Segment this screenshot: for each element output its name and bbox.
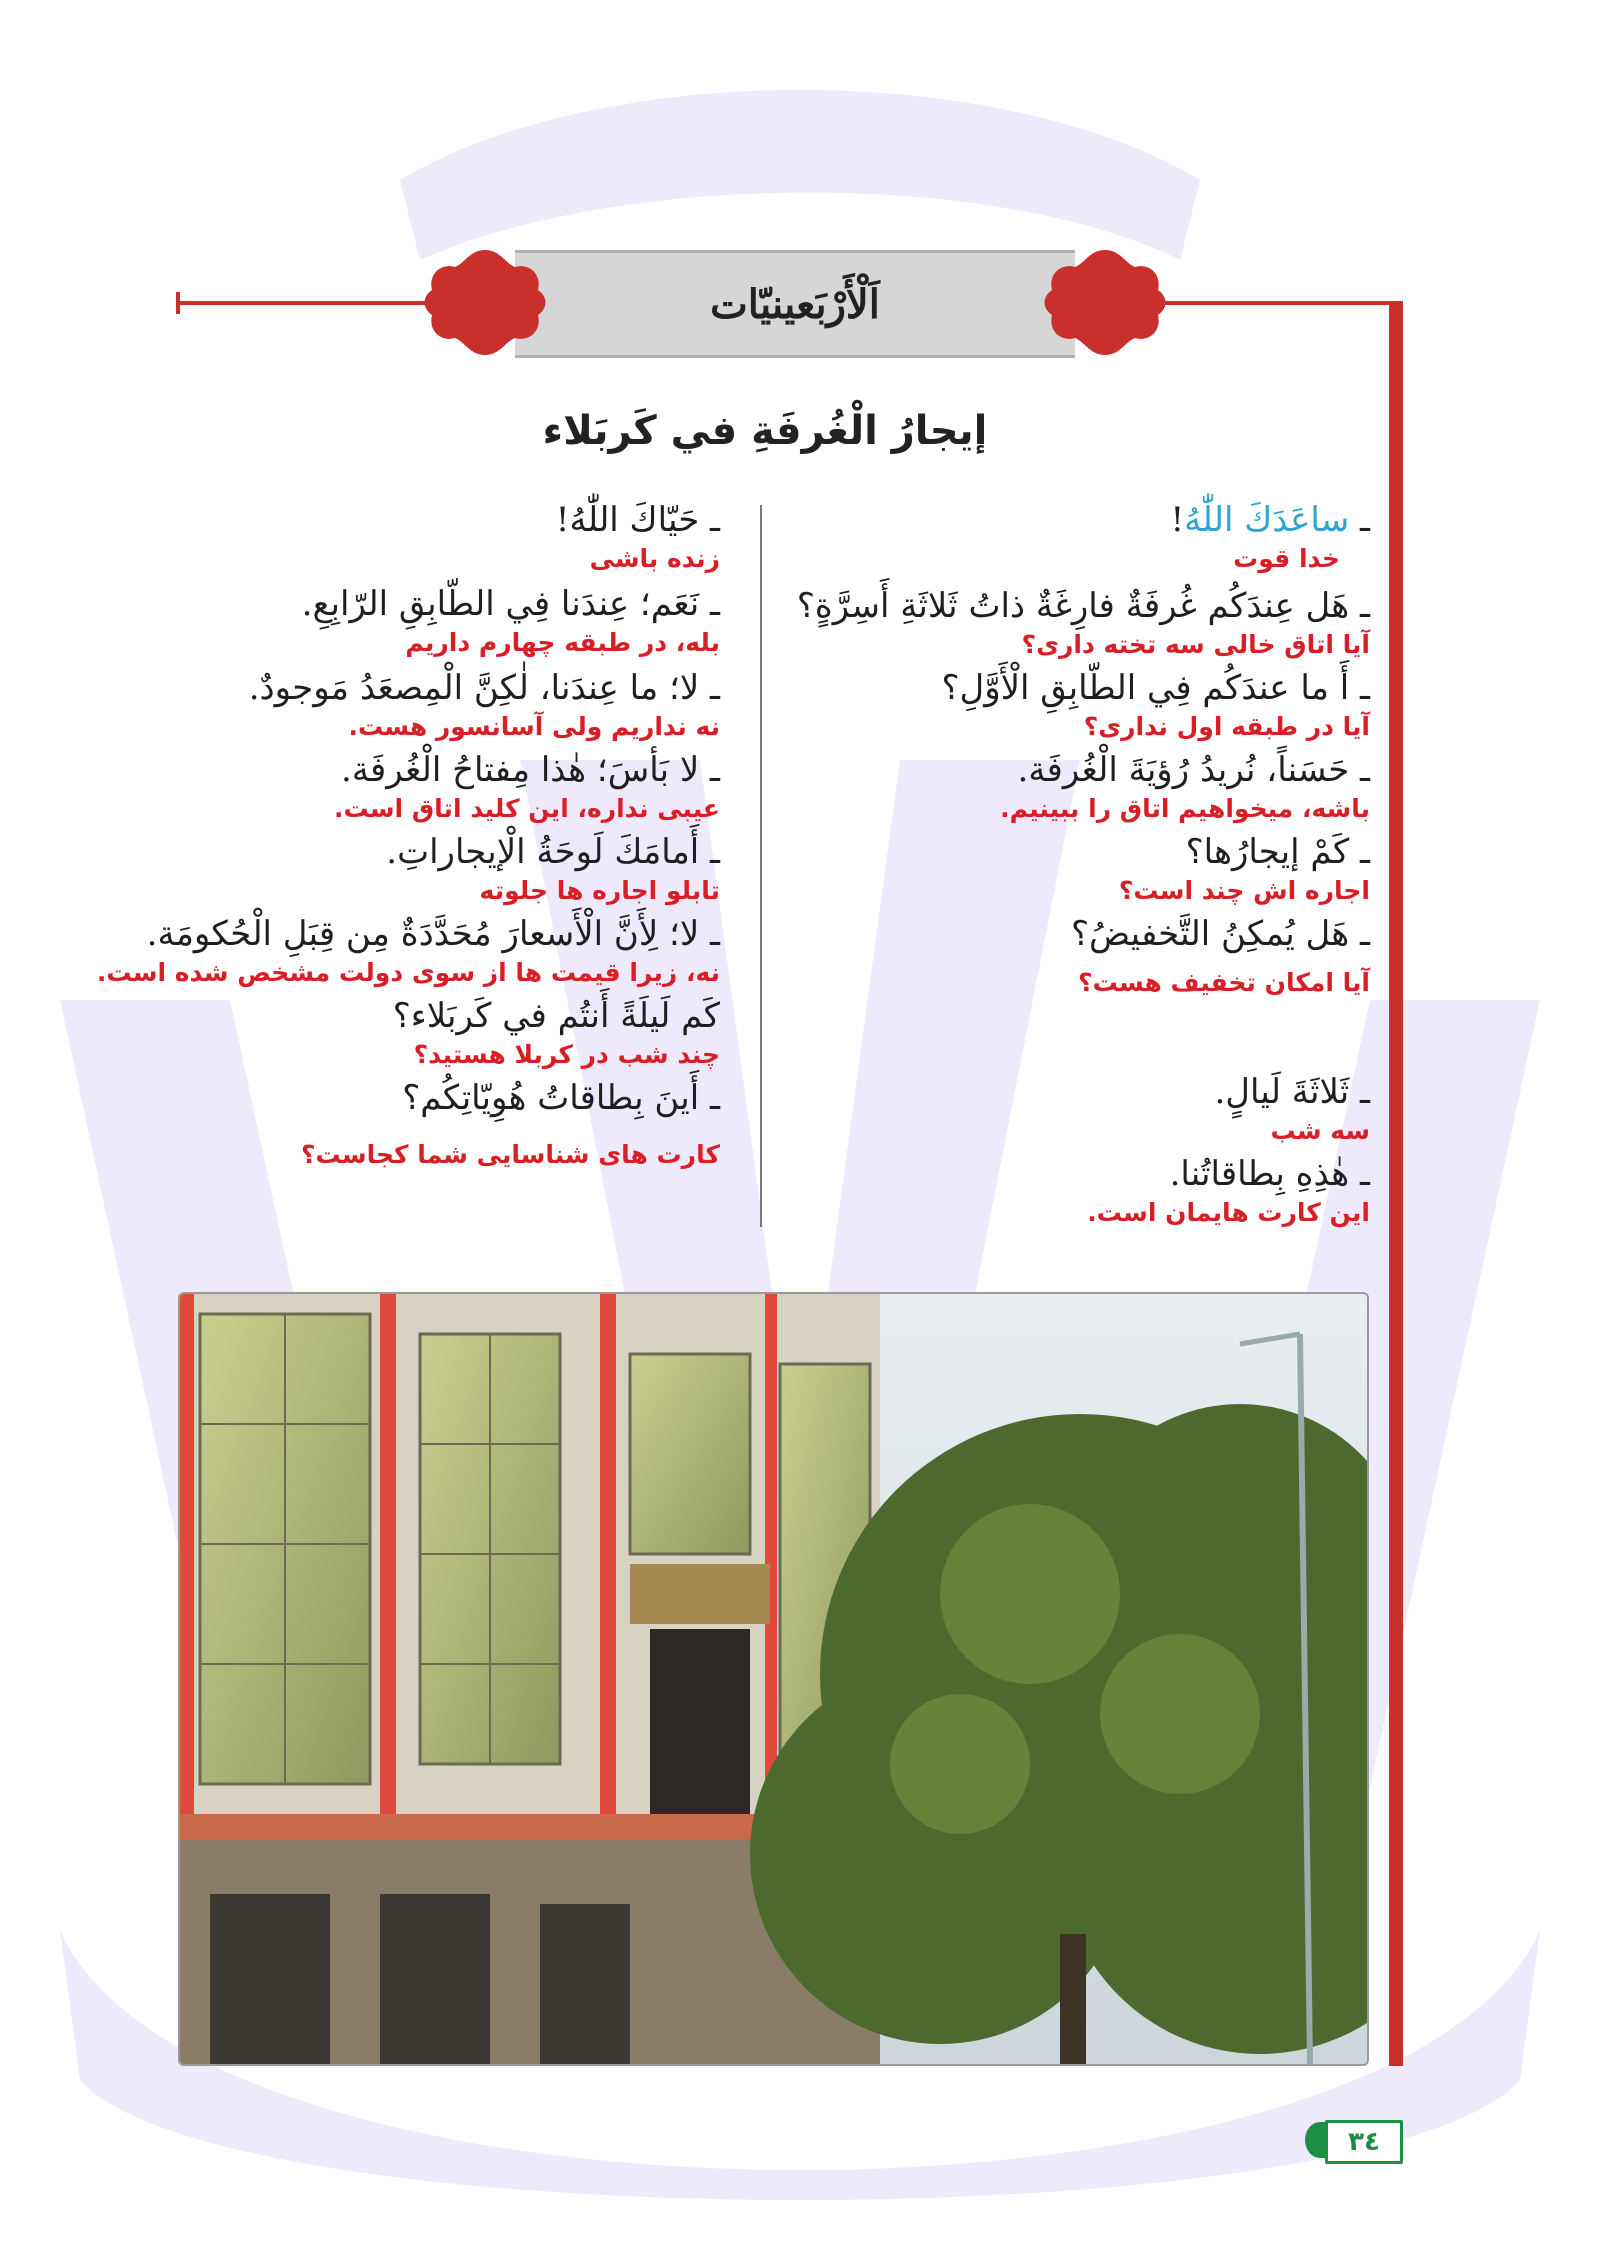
dialogue-line (96, 912, 720, 990)
arabic-line: ـ كَمْ إيجارُها؟ (1185, 832, 1370, 872)
dialogue-line (100, 994, 720, 1072)
dialogue-column-guest (796, 490, 1370, 1232)
dialogue-line (830, 830, 1370, 908)
persian-translation: آیا در طبقه اول نداری؟ (1083, 712, 1370, 741)
persian-translation: تابلو اجاره ها جلوته (479, 876, 720, 905)
arabic-line: ـ أَمامَكَ لَوحَةُ الْإيجاراتِ. (386, 832, 720, 872)
dialogue-column-receptionist (96, 490, 720, 1174)
arabic-line: ـ لا بَأسَ؛ هٰذا مِفتاحُ الْغُرفَة. (341, 750, 720, 790)
persian-translation: زنده باشی (589, 544, 720, 573)
header-ornament-left (420, 245, 550, 360)
arabic-line: كَم لَيلَةً أَنتُم في كَربَلاء؟ (392, 996, 720, 1036)
dialogue-line (830, 748, 1370, 826)
persian-translation: آیا امکان تخفیف هست؟ (1078, 968, 1370, 997)
page-number-badge (1305, 2114, 1405, 2164)
arabic-line: ـ أَ ما عندَكُم فِي الطّابِقِ الْأَوَّلِ؟ (941, 668, 1370, 708)
arabic-line: ـ نَعَم؛ عِندَنا فِي الطّابِقِ الرّابِعِ. (301, 584, 720, 624)
arabic-line: ـ هٰذِهِ بِطاقاتُنا. (1169, 1154, 1370, 1194)
persian-translation: بله، در طبقه چهارم داریم (405, 628, 720, 657)
persian-translation: باشه، میخواهیم اتاق را ببینیم. (1000, 794, 1370, 823)
column-divider (760, 505, 762, 1227)
arabic-line: ـ هَل عِندَكُم غُرفَةٌ فارِغَةٌ ذاتُ ثَلاثَةِ أَسِرَّةٍ؟ (796, 586, 1370, 626)
dialogue-line (830, 1070, 1370, 1148)
arabic-line: ـ حَسَناً، نُريدُ رُؤيَةَ الْغُرفَة. (1017, 750, 1370, 790)
persian-translation: این کارت هایمان است. (1087, 1198, 1370, 1227)
lesson-title: اَلْأَرْبَعینیّات (710, 280, 880, 328)
dialogue-line (830, 912, 1370, 1000)
dialogue-line (100, 582, 720, 660)
dialogue-line (830, 1152, 1370, 1230)
arabic-line: ـ أَينَ بِطاقاتُ هُوِيّاتِكُم؟ (402, 1078, 720, 1118)
arabic-line: ـ ثَلاثَةَ لَيالٍ. (1214, 1072, 1370, 1112)
lesson-subtitle: إيجارُ الْغُرفَةِ في كَربَلاء (542, 408, 988, 454)
header-banner (515, 250, 1075, 358)
arabic-line: ـ لا؛ ما عِندَنا، لٰكِنَّ الْمِصعَدُ مَوجودٌ. (248, 668, 720, 708)
arabic-line: ـ لا؛ لِأَنَّ الْأَسعارَ مُحَدَّدَةٌ مِن قِبَلِ الْحُكومَة. (146, 914, 720, 954)
dialogue-line (100, 748, 720, 826)
header-ornament-right (1040, 245, 1170, 360)
persian-translation: آیا اتاق خالی سه تخته داری؟ (1021, 630, 1370, 659)
arabic-line: ـ حَيّاكَ اللّٰهُ! (555, 500, 720, 540)
dialogue-line (796, 584, 1370, 662)
dialogue-line: ـ ساعَدَكَ اللّٰهُ! خدا قوت (830, 498, 1370, 576)
persian-translation: اجاره اش چند است؟ (1118, 876, 1370, 905)
hotel-building-photo (178, 1292, 1369, 2066)
persian-translation: عیبی نداره، این کلید اتاق است. (334, 794, 720, 823)
dialogue-line (100, 666, 720, 744)
persian-translation: نه نداریم ولی آسانسور هست. (348, 712, 720, 741)
dialogue-line (100, 498, 720, 576)
page-number: ۳٤ (1325, 2120, 1403, 2164)
dialogue-line (830, 666, 1370, 744)
persian-translation: نه، زیرا قیمت ها از سوی دولت مشخص شده است. (96, 958, 720, 987)
dialogue-line (100, 1076, 720, 1172)
page-margin-rule (1389, 301, 1403, 2066)
arabic-line: ـ هَل يُمكِنُ التَّخفيضُ؟ (1070, 914, 1370, 954)
highlighted-phrase: ساعَدَكَ اللّٰهُ (1184, 500, 1350, 540)
persian-translation: خدا قوت (1233, 544, 1340, 573)
persian-translation: کارت های شناسایی شما کجاست؟ (301, 1140, 720, 1169)
persian-translation: سه شب (1270, 1116, 1370, 1145)
dialogue-line (100, 830, 720, 908)
persian-translation: چند شب در کربلا هستید؟ (413, 1040, 720, 1069)
